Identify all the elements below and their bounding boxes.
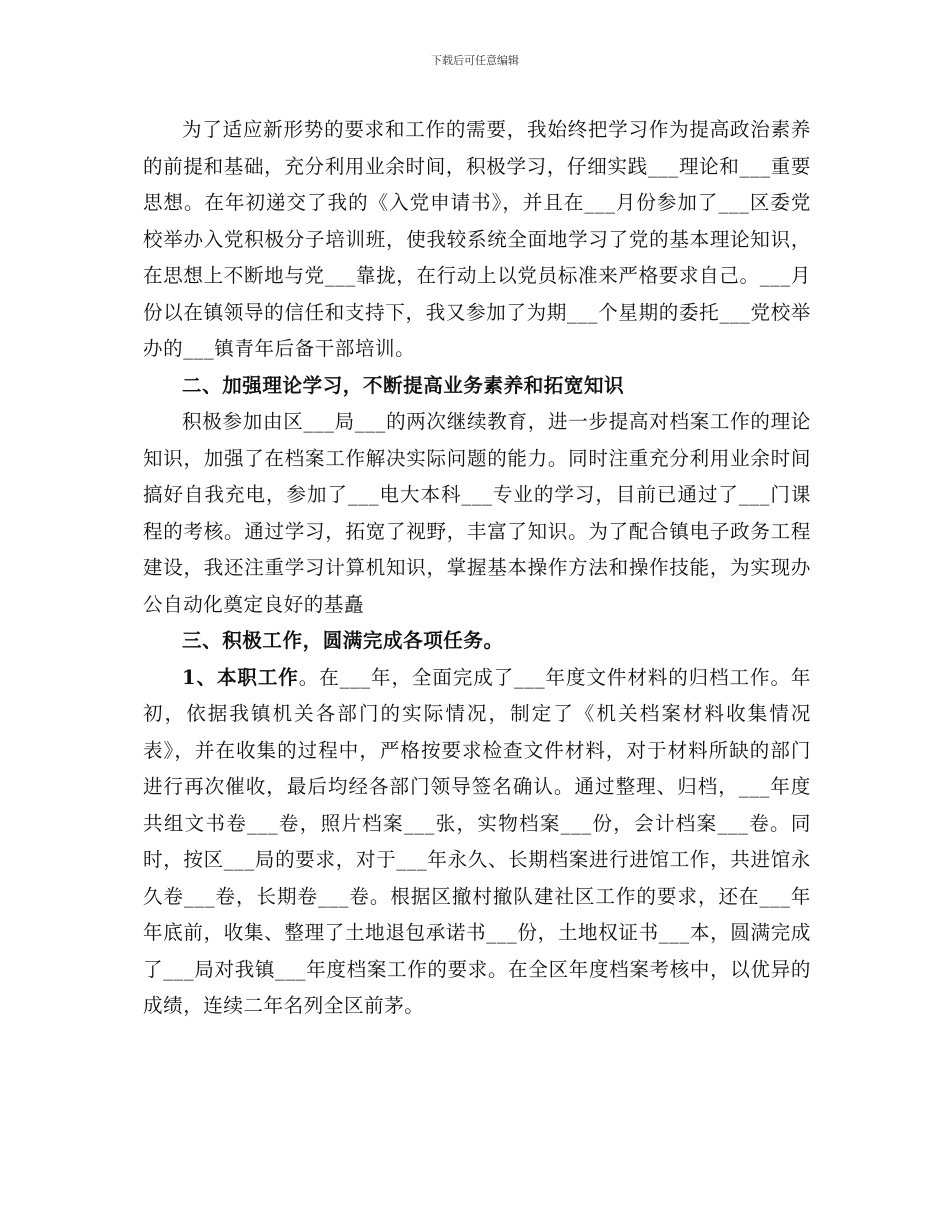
paragraph-work-lead: 1、本职工作 [182,665,299,689]
document-body [143,112,811,1025]
section-heading-theory: 二、加强理论学习，不断提高业务素养和拓宽知识 [182,373,625,397]
section-heading-work: 三、积极工作，圆满完成各项任务。 [182,629,504,652]
paragraph-study: 为了适应新形势的要求和工作的需要，我始终把学习作为提高政治素养的前提和基础，充分利用业余时间，积极学习，仔细实践___理论和___重要思想。在年初递交了我的《入党申请书》，并且在___月份参加了___区委党校举办入党积极分子培训班，使我较系统全面地学习了党的基本理论知识，在思想上不断地与党___靠拢，在行动上以党员标准来严格要求自己。___月份以在镇领导的信任和支持下，我又参加了为期___个星期的委托___党校举办的___镇青年后备干部培训。 [143,118,811,360]
paragraph-work [143,660,811,1025]
paragraph-work-text: 。在___年，全面完成了___年度文件材料的归档工作。年初，依据我镇机关各部门的实际情况，制定了《机关档案材料收集情况表》，并在收集的过程中，严格按要求检查文件材料，对于材料所缺的部门进行再次催收，最后均经各部门领导签名确认。通过整理、归档，___年度共组文书卷___卷，照片档案___张，实物档案___份，会计档案___卷。同时，按区___局的要求，对于___年永久、长期档案进行进馆工作，共进馆永久卷___卷，长期卷___卷。根据区撤村撤队建社区工作的要求，还在___年年底前，收集、整理了土地退包承诺书___份，土地权证书___本，圆满完成了___局对我镇___年度档案工作的要求。在全区年度档案考核中，以优异的成绩，连续二年名列全区前茅。 [143,665,811,1017]
page-header: 下载后可任意编辑 [431,54,519,67]
paragraph-theory: 积极参加由区___局___的两次继续教育，进一步提高对档案工作的理论知识，加强了在档案工作解决实际问题的能力。同时注重充分利用业余时间搞好自我充电，参加了___电大本科___专业的学习，目前已通过了___门课程的考核。通过学习，拓宽了视野，丰富了知识。为了配合镇电子政务工程建设，我还注重学习计算机知识，掌握基本操作方法和操作技能，为实现办公自动化奠定良好的基矗 [143,410,811,616]
